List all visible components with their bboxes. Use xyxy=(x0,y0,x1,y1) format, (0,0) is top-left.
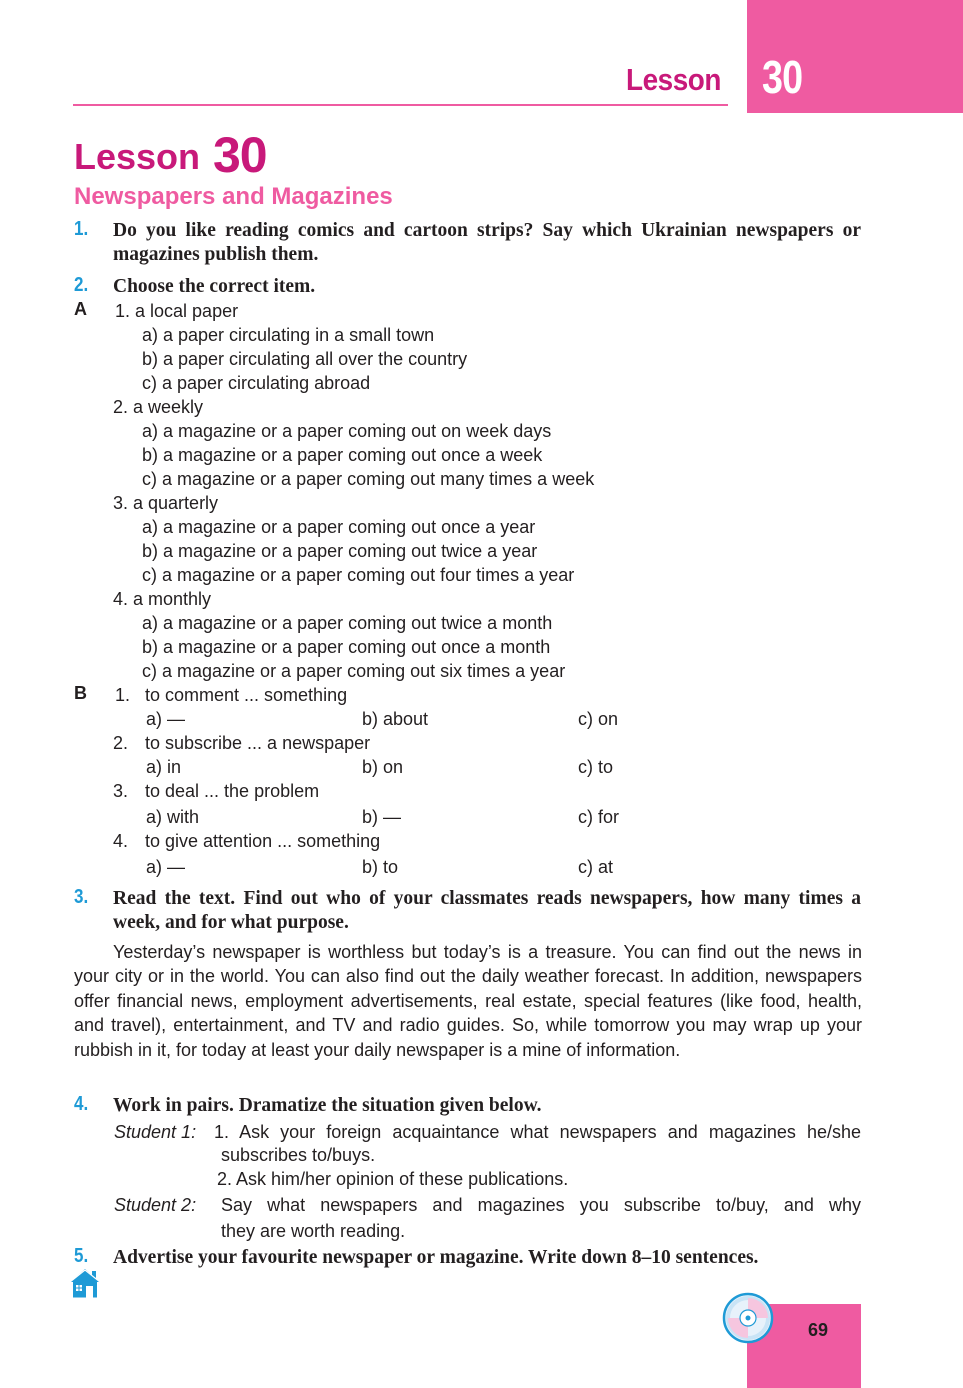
a-option: c) a magazine or a paper coming out four times a year xyxy=(142,565,575,585)
home-icon xyxy=(69,1267,101,1299)
lesson-title-number: 30 xyxy=(213,127,267,183)
b-option: b) on xyxy=(362,757,404,777)
student-2-task-cont: they are worth reading. xyxy=(221,1221,406,1241)
header-lesson-word: Lesson xyxy=(626,62,721,97)
task-3-text: Read the text. Find out who of your classmates reads newspapers, how many times a week, and for what purpose. xyxy=(113,888,861,933)
b-option: c) on xyxy=(578,709,619,729)
lesson-subtitle: Newspapers and Magazines xyxy=(74,183,393,210)
a-option: a) a magazine or a paper coming out on week days xyxy=(142,421,552,441)
a-option: b) a paper circulating all over the country xyxy=(142,349,468,369)
section-a-label: A xyxy=(74,299,87,319)
a-option: b) a magazine or a paper coming out twice a year xyxy=(142,541,538,561)
student-2-task: Say what newspapers and magazines you subscribe to/buy, and why xyxy=(221,1195,861,1215)
b-item-number: 3. xyxy=(113,781,129,801)
task-4-number: 4. xyxy=(74,1093,89,1115)
a-option: a) a paper circulating in a small town xyxy=(142,325,435,345)
b-option: b) to xyxy=(362,857,399,877)
a-option: a) a magazine or a paper coming out twice a month xyxy=(142,613,553,633)
a-question-2: 2. a weekly xyxy=(113,397,204,417)
b-option: a) — xyxy=(146,857,186,877)
b-question-3: to deal ... the problem xyxy=(145,781,320,801)
b-question-4: to give attention ... something xyxy=(145,831,381,851)
b-option: a) — xyxy=(146,709,186,729)
task-4-text: Work in pairs. Dramatize the situation given below. xyxy=(113,1095,542,1116)
lesson-title-word: Lesson xyxy=(74,136,201,177)
task-2-text: Choose the correct item. xyxy=(113,276,316,297)
header-lesson-number: 30 xyxy=(762,51,803,103)
cd-disc-icon[interactable] xyxy=(722,1292,774,1344)
b-option: c) to xyxy=(578,757,614,777)
b-item-number: 1. xyxy=(115,685,131,705)
a-option: c) a magazine or a paper coming out six times a year xyxy=(142,661,566,681)
b-question-2: to subscribe ... a newspaper xyxy=(145,733,371,753)
b-question-1: to comment ... something xyxy=(145,685,348,705)
task-3-number: 3. xyxy=(74,886,89,908)
task-2-number: 2. xyxy=(74,274,89,296)
student-1-task-2: 2. Ask him/her opinion of these publications. xyxy=(217,1169,569,1189)
student-1-label: Student 1: xyxy=(114,1122,197,1142)
b-option: c) for xyxy=(578,807,620,827)
b-option: c) at xyxy=(578,857,614,877)
a-question-1: 1. a local paper xyxy=(115,301,239,321)
a-option: b) a magazine or a paper coming out once a week xyxy=(142,445,543,465)
task-1-number: 1. xyxy=(74,218,89,240)
b-option: a) in xyxy=(146,757,182,777)
a-question-3: 3. a quarterly xyxy=(113,493,219,513)
header-rule xyxy=(73,104,728,106)
task-5-text: Advertise your favourite newspaper or magazine. Write down 8–10 sentences. xyxy=(113,1247,759,1268)
task-1-text: Do you like reading comics and cartoon strips? Say which Ukrainian newspapers or magazines publish them. xyxy=(113,220,861,265)
a-question-4: 4. a monthly xyxy=(113,589,212,609)
reading-text: Yesterday’s newspaper is worthless but today’s is a treasure. You can find out the news in your city or in the world. You can also find out the daily weather forecast. In addition, newspapers offer financial news, employment advertisements, real estate, special features (like food, health, and travel), entertainment, and TV and radio guides. So, while tomorrow you may wrap up your rubbish in it, for today at least your daily newspaper is a mine of information. xyxy=(74,942,862,1060)
student-1-task-1: 1. Ask your foreign acquaintance what newspapers and magazines he/she xyxy=(214,1122,861,1142)
a-option: a) a magazine or a paper coming out once a year xyxy=(142,517,536,537)
task-5-number: 5. xyxy=(74,1245,89,1267)
a-option: c) a paper circulating abroad xyxy=(142,373,371,393)
b-option: b) — xyxy=(362,807,402,827)
student-1-task-1-cont: subscribes to/buys. xyxy=(221,1145,376,1165)
b-item-number: 4. xyxy=(113,831,129,851)
b-item-number: 2. xyxy=(113,733,129,753)
page-number: 69 xyxy=(808,1320,829,1340)
a-option: b) a magazine or a paper coming out once a month xyxy=(142,637,551,657)
a-option: c) a magazine or a paper coming out many times a week xyxy=(142,469,595,489)
b-option: a) with xyxy=(146,807,200,827)
section-b-label: B xyxy=(74,683,87,703)
student-2-label: Student 2: xyxy=(114,1195,197,1215)
b-option: b) about xyxy=(362,709,429,729)
